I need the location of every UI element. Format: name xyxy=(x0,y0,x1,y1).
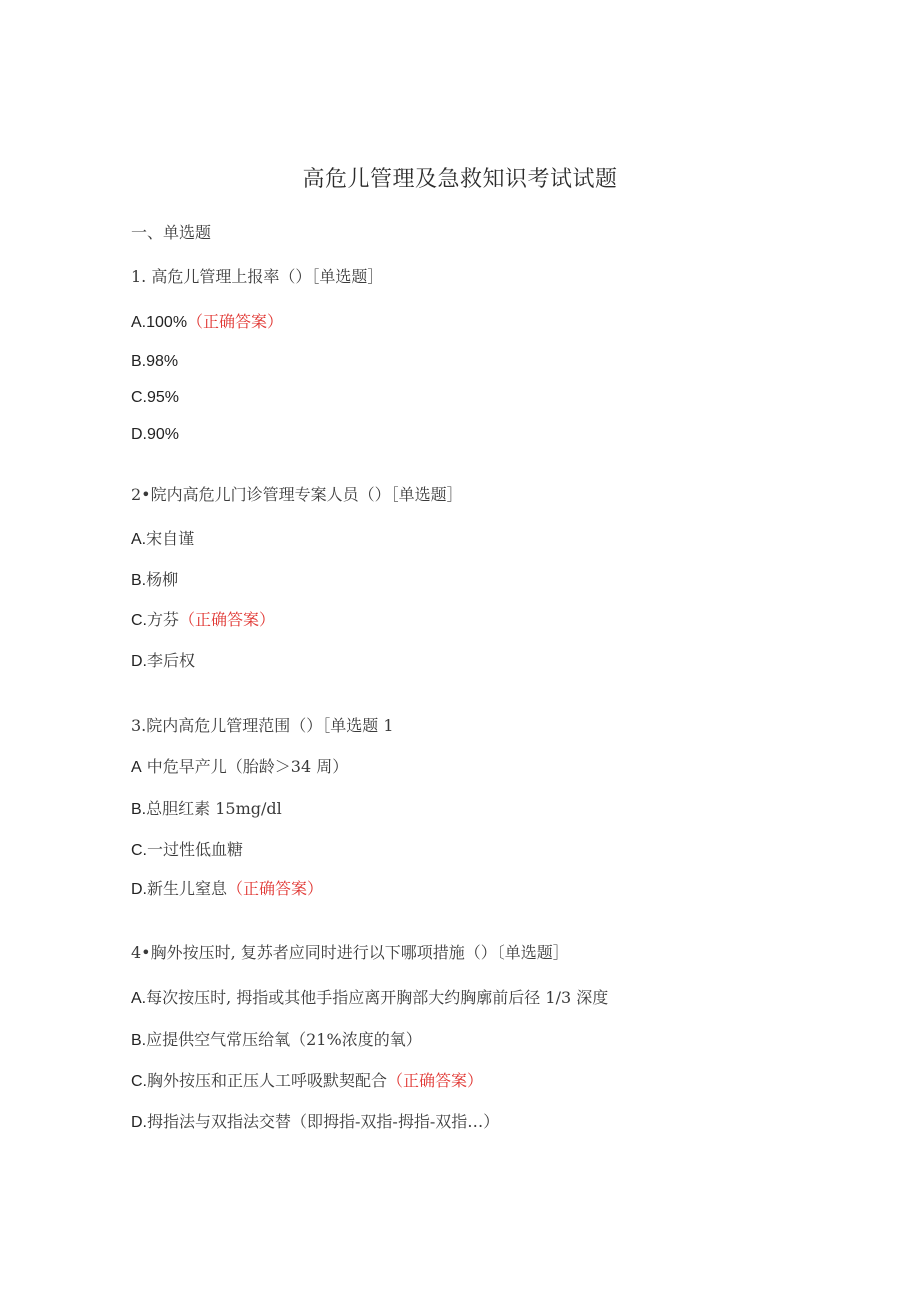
question-4-option-c[interactable] xyxy=(131,1070,483,1093)
question-2-option-a[interactable] xyxy=(131,528,194,551)
question-3-option-c[interactable] xyxy=(131,839,243,862)
question-1-option-c[interactable] xyxy=(131,386,179,409)
question-3-option-b[interactable] xyxy=(131,798,282,821)
option-text: 一过性低血糖 xyxy=(147,840,244,859)
option-text: 应提供空气常压给氧（21%浓度的氧） xyxy=(146,1030,422,1049)
option-text: 宋自谨 xyxy=(146,529,195,548)
option-letter: A. xyxy=(131,314,147,331)
option-letter: B. xyxy=(131,801,147,818)
option-text: 总胆红素 15mg∕dl xyxy=(146,799,282,818)
option-text: 中危早产儿（胎龄＞34 周） xyxy=(146,757,349,776)
question-2-option-c[interactable] xyxy=(131,609,275,632)
correct-answer-mark: （正确答案） xyxy=(187,312,284,331)
correct-answer-mark: （正确答案） xyxy=(387,1071,484,1090)
option-letter: C. xyxy=(131,1073,147,1090)
question-2-stem: 2•院内高危儿门诊管理专案人员（）［单选题］ xyxy=(131,485,463,504)
option-letter: D. xyxy=(131,881,147,898)
question-1-option-d[interactable] xyxy=(131,423,179,446)
correct-answer-mark: （正确答案） xyxy=(179,610,276,629)
option-text: 李后权 xyxy=(147,651,196,670)
option-letter: D. xyxy=(131,1114,147,1131)
document-title: 高危儿管理及急救知识考试试题 xyxy=(302,167,618,192)
option-letter: D. xyxy=(131,653,147,670)
option-text: 90% xyxy=(147,426,180,443)
option-text: 方芬 xyxy=(147,610,180,629)
option-letter: D. xyxy=(131,426,147,443)
question-3-option-d[interactable] xyxy=(131,878,323,901)
option-text: 95% xyxy=(147,389,180,406)
question-3-stem: 3.院内高危儿管理范围（）［单选题 1 xyxy=(131,716,394,735)
option-letter: A xyxy=(131,759,142,776)
section-heading: 一、单选题 xyxy=(131,223,212,242)
option-letter: C. xyxy=(131,389,147,406)
question-1-stem: 1. 高危儿管理上报率（）［单选题］ xyxy=(131,267,384,286)
question-2-option-b[interactable] xyxy=(131,569,178,592)
option-letter: C. xyxy=(131,842,147,859)
option-letter: A. xyxy=(131,990,147,1007)
option-text: 胸外按压和正压人工呼吸默契配合 xyxy=(147,1071,388,1090)
question-2-option-d[interactable] xyxy=(131,650,195,673)
option-letter: C. xyxy=(131,612,147,629)
question-4-option-d[interactable] xyxy=(131,1111,499,1134)
option-text: 98% xyxy=(146,353,179,370)
option-letter: A. xyxy=(131,531,147,548)
question-3-option-a[interactable] xyxy=(131,756,348,779)
option-text: 新生儿窒息 xyxy=(147,879,228,898)
option-text: 拇指法与双指法交替（即拇指-双指-拇指-双指…） xyxy=(147,1112,500,1131)
question-4-option-b[interactable] xyxy=(131,1029,422,1052)
option-letter: B. xyxy=(131,572,147,589)
option-text: 杨柳 xyxy=(146,570,179,589)
question-1-option-a[interactable] xyxy=(131,311,283,334)
question-4-stem: 4•胸外按压时, 复苏者应同时进行以下哪项措施（）〔单选题］ xyxy=(131,943,569,962)
option-letter: B. xyxy=(131,1032,147,1049)
option-text: 100% xyxy=(146,314,188,331)
question-4-option-a[interactable] xyxy=(131,987,608,1010)
question-1-option-b[interactable] xyxy=(131,350,178,373)
correct-answer-mark: （正确答案） xyxy=(227,879,324,898)
option-letter: B. xyxy=(131,353,147,370)
option-text: 每次按压时, 拇指或其他手指应离开胸部大约胸廓前后径 1/3 深度 xyxy=(146,988,609,1007)
